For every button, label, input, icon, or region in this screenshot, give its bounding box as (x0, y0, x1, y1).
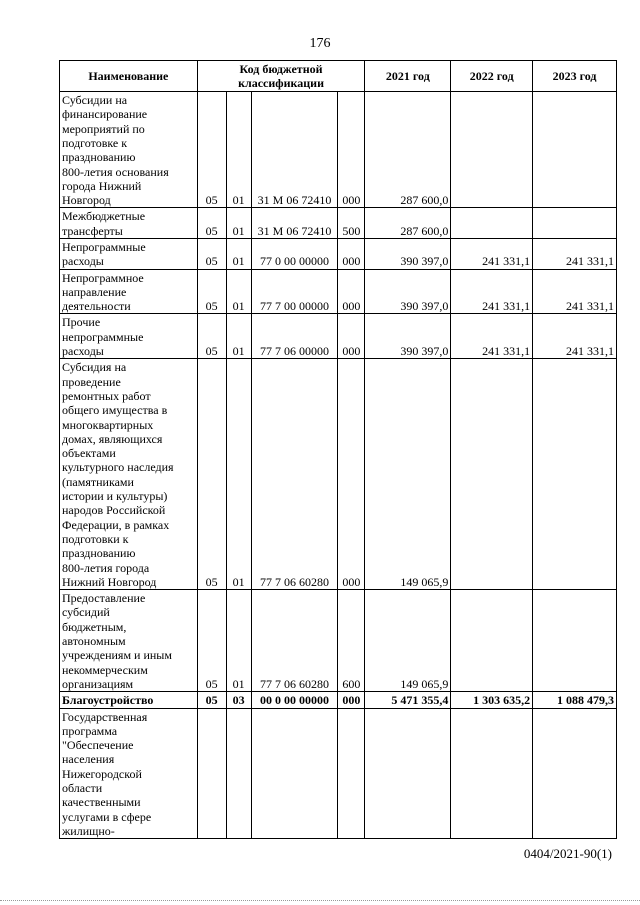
table-row (60, 708, 617, 839)
value-2022 (451, 708, 533, 839)
code-expense-type: 000 (338, 92, 365, 208)
row-name: Предоставление субсидий бюджетным, автономным учреждениям и иным некоммерческим организациям (60, 590, 198, 692)
row-name: Непрограммное направление деятельности (60, 269, 198, 314)
code-target-article: 77 7 00 00000 (251, 269, 338, 314)
value-2022 (451, 208, 533, 239)
table-row (60, 359, 617, 590)
value-2021 (365, 708, 451, 839)
value-2022: 241 331,1 (451, 238, 533, 269)
value-2022: 241 331,1 (451, 269, 533, 314)
code-section: 05 (197, 314, 226, 359)
code-expense-type: 600 (338, 590, 365, 692)
code-expense-type (338, 708, 365, 839)
value-2021: 390 397,0 (365, 269, 451, 314)
code-section: 05 (197, 92, 226, 208)
row-name: Межбюджетные трансферты (60, 208, 198, 239)
value-2023: 1 088 479,3 (533, 692, 617, 708)
table-header-row (60, 61, 617, 92)
table-row (60, 590, 617, 692)
value-2023 (533, 92, 617, 208)
header-name: Наименование (60, 61, 198, 92)
code-target-article: 31 М 06 72410 (251, 208, 338, 239)
footer-divider (0, 900, 640, 901)
value-2021: 390 397,0 (365, 314, 451, 359)
code-expense-type: 000 (338, 359, 365, 590)
header-2021: 2021 год (365, 61, 451, 92)
value-2022 (451, 590, 533, 692)
document-code: 0404/2021-90(1) (523, 846, 612, 861)
code-target-article: 00 0 00 00000 (251, 692, 338, 708)
header-code: Код бюджетной классификации (197, 61, 365, 92)
code-subsection: 01 (226, 314, 251, 359)
value-2021: 149 065,9 (365, 590, 451, 692)
row-name: Непрограммные расходы (60, 238, 198, 269)
code-expense-type: 000 (338, 314, 365, 359)
code-target-article: 31 М 06 72410 (251, 92, 338, 208)
code-section: 05 (197, 208, 226, 239)
value-2021: 390 397,0 (365, 238, 451, 269)
value-2021: 5 471 355,4 (365, 692, 451, 708)
code-target-article: 77 7 06 60280 (251, 590, 338, 692)
value-2023: 241 331,1 (533, 269, 617, 314)
value-2022: 1 303 635,2 (451, 692, 533, 708)
code-section: 05 (197, 590, 226, 692)
code-subsection: 01 (226, 92, 251, 208)
value-2021: 287 600,0 (365, 208, 451, 239)
code-expense-type: 000 (338, 692, 365, 708)
table-row (60, 692, 617, 708)
code-target-article: 77 7 06 60280 (251, 359, 338, 590)
table-row (60, 208, 617, 239)
code-target-article: 77 7 06 00000 (251, 314, 338, 359)
value-2023 (533, 590, 617, 692)
value-2023 (533, 359, 617, 590)
code-subsection (226, 708, 251, 839)
code-target-article (251, 708, 338, 839)
code-subsection: 01 (226, 208, 251, 239)
code-subsection: 01 (226, 238, 251, 269)
value-2023 (533, 708, 617, 839)
table-row (60, 238, 617, 269)
code-subsection: 01 (226, 359, 251, 590)
table-body (60, 92, 617, 839)
code-section: 05 (197, 238, 226, 269)
code-section: 05 (197, 269, 226, 314)
value-2022 (451, 92, 533, 208)
value-2023 (533, 208, 617, 239)
row-name: Субсидия на проведение ремонтных работ общего имущества в многоквартирных домах, являющихся объектами культурного наследия (памятниками истории и культуры) народов Российской Федерации, в рамках подготовки к празднованию 800-летия города Нижний Новгород (60, 359, 198, 590)
code-section: 05 (197, 359, 226, 590)
code-subsection: 01 (226, 269, 251, 314)
table-row (60, 269, 617, 314)
code-target-article: 77 0 00 00000 (251, 238, 338, 269)
row-name: Субсидии на финансирование мероприятий по подготовке к празднованию 800-летия основания города Нижний Новгород (60, 92, 198, 208)
row-name: Государственная программа "Обеспечение населения Нижегородской области качественными услугами в сфере жилищно- (60, 708, 198, 839)
code-section (197, 708, 226, 839)
row-name: Благоустройство (60, 692, 198, 708)
code-expense-type: 000 (338, 269, 365, 314)
row-name: Прочие непрограммные расходы (60, 314, 198, 359)
code-expense-type: 500 (338, 208, 365, 239)
value-2022: 241 331,1 (451, 314, 533, 359)
header-2023: 2023 год (533, 61, 617, 92)
table-row (60, 92, 617, 208)
code-expense-type: 000 (338, 238, 365, 269)
value-2021: 149 065,9 (365, 359, 451, 590)
value-2022 (451, 359, 533, 590)
value-2023: 241 331,1 (533, 238, 617, 269)
budget-table (59, 60, 617, 839)
code-subsection: 03 (226, 692, 251, 708)
code-section: 05 (197, 692, 226, 708)
page-number: 176 (309, 36, 331, 51)
value-2023: 241 331,1 (533, 314, 617, 359)
header-2022: 2022 год (451, 61, 533, 92)
table-row (60, 314, 617, 359)
code-subsection: 01 (226, 590, 251, 692)
value-2021: 287 600,0 (365, 92, 451, 208)
